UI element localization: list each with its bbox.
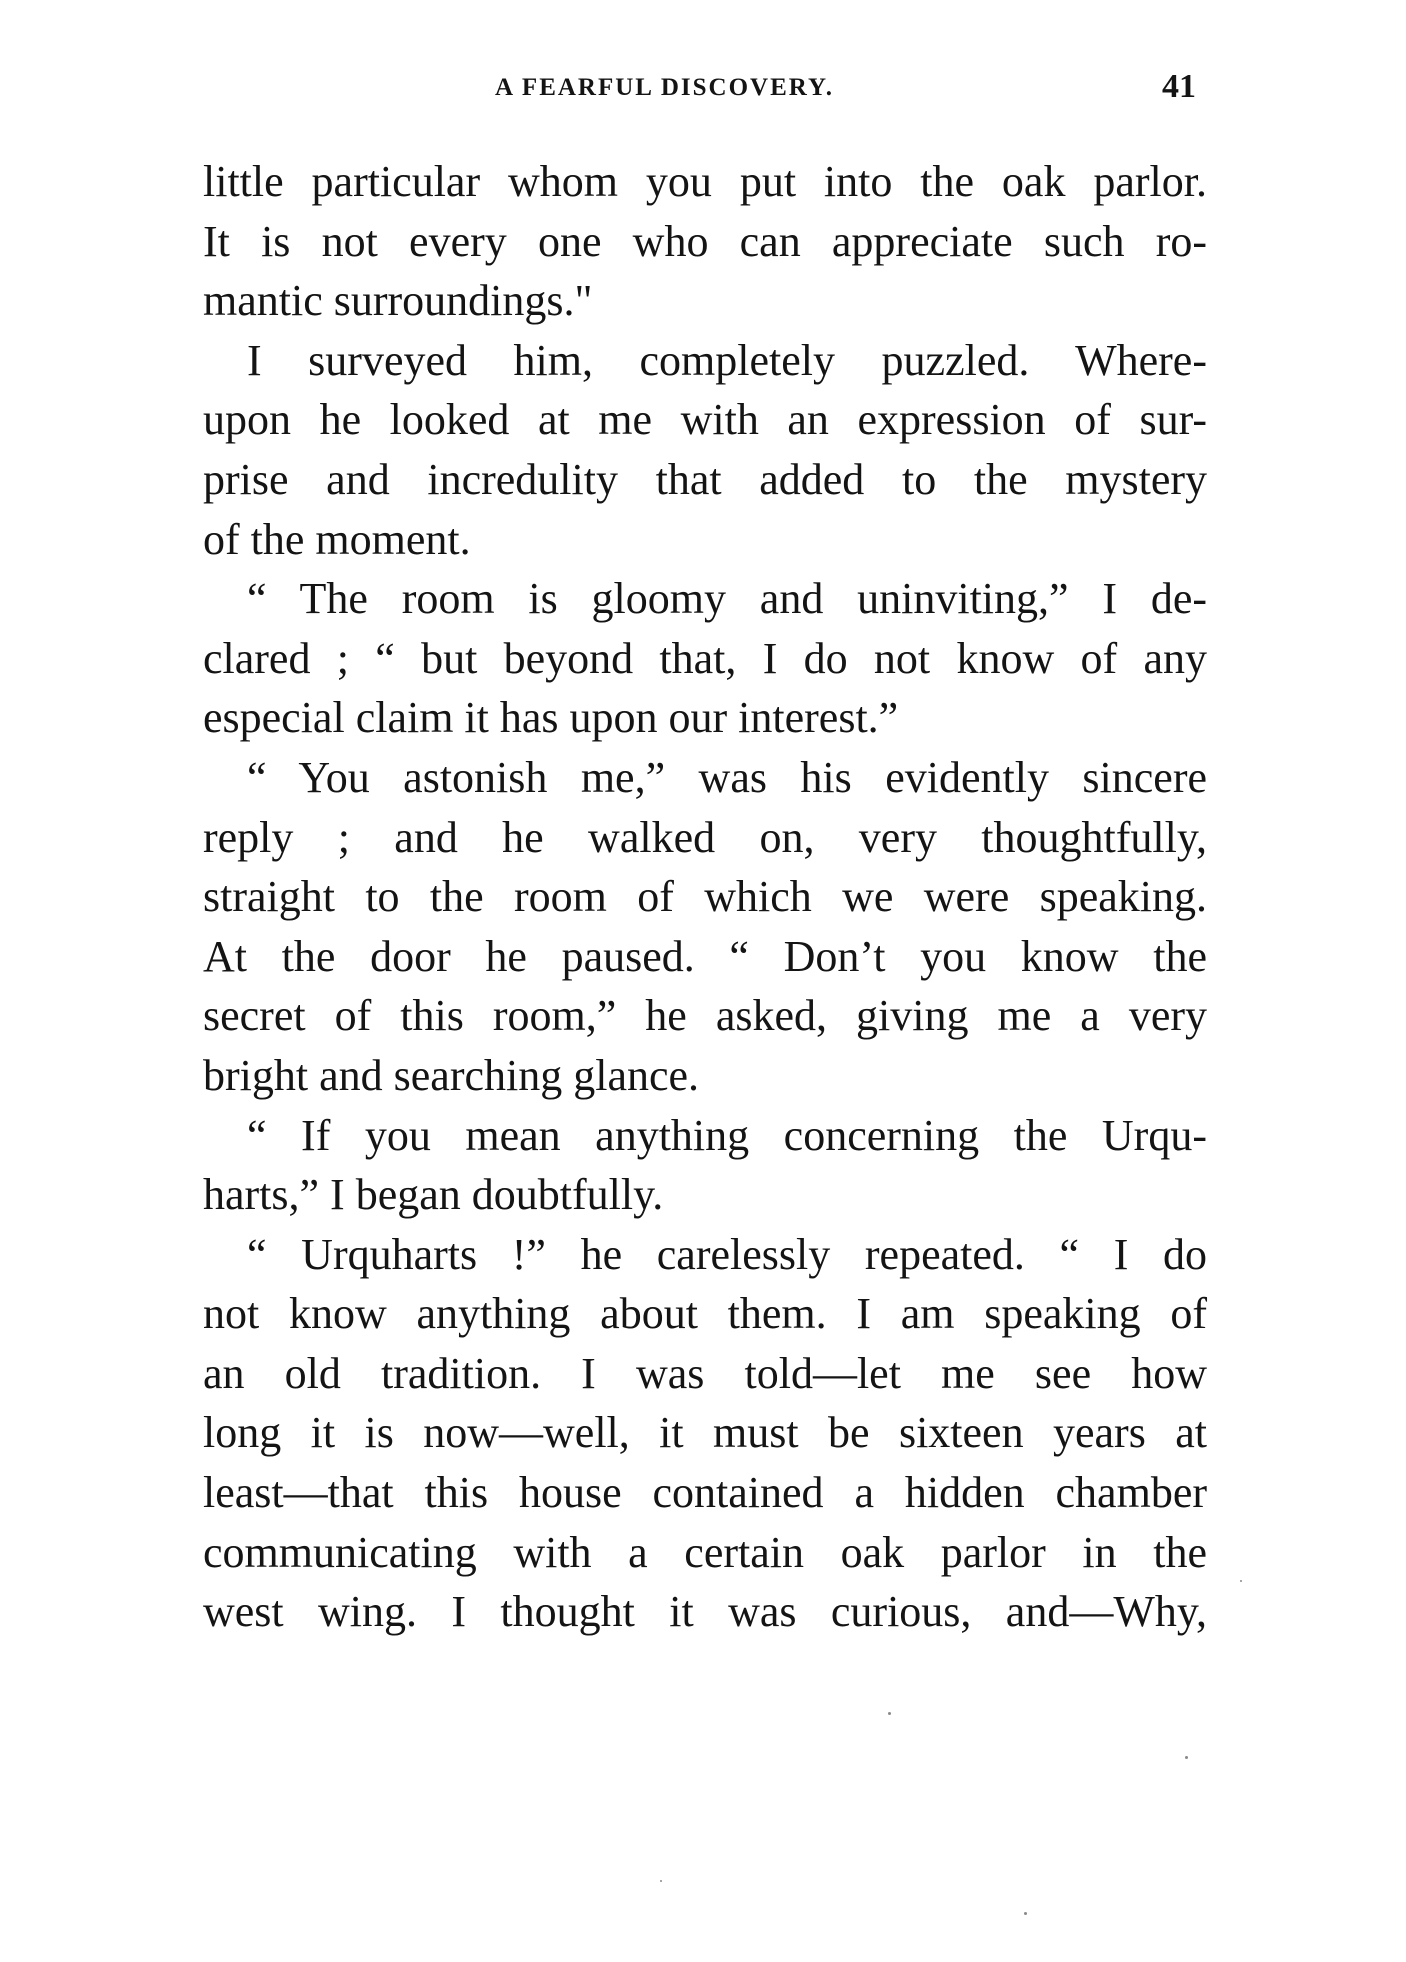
text-line: bright and searching glance. — [203, 1050, 700, 1100]
text-line: clared ; “ but beyond that, I do not know of any — [203, 633, 1207, 683]
text-line: of the moment. — [203, 514, 471, 564]
text-line: mantic surroundings." — [203, 276, 593, 326]
body-text — [203, 152, 1207, 1642]
text-line: little particular whom you put into the oak parlor. — [203, 157, 1207, 206]
text-line: straight to the room of which we were speaking. — [203, 872, 1207, 922]
paper-speck — [1185, 1756, 1188, 1759]
text-line: especial claim it has upon our interest.” — [203, 693, 899, 743]
text-line: upon he looked at me with an expression of sur- — [203, 395, 1207, 445]
paper-speck — [1024, 1912, 1027, 1915]
text-line: At the door he paused. “ Don’t you know the — [203, 931, 1207, 981]
text-line: secret of this room,” he asked, giving me a very — [203, 991, 1207, 1041]
text-line: not know anything about them. I am speaking of — [203, 1289, 1207, 1339]
paper-speck — [660, 1880, 662, 1882]
running-title: A FEARFUL DISCOVERY. — [495, 74, 834, 101]
text-line: I surveyed him, completely puzzled. Where- — [247, 335, 1207, 385]
text-line: west wing. I thought it was curious, and—Why, — [203, 1587, 1207, 1637]
text-line: communicating with a certain oak parlor in the — [203, 1527, 1207, 1577]
paper-speck — [1240, 1580, 1242, 1582]
paper-speck — [888, 1712, 891, 1715]
text-line: least—that this house contained a hidden chamber — [203, 1468, 1207, 1518]
text-line: “ If you mean anything concerning the Urqu- — [247, 1110, 1207, 1160]
text-line: reply ; and he walked on, very thoughtfully, — [203, 812, 1207, 862]
text-line: It is not every one who can appreciate such ro- — [203, 216, 1207, 266]
text-line: long it is now—well, it must be sixteen years at — [203, 1408, 1207, 1458]
text-line: “ Urquharts !” he carelessly repeated. “ I do — [247, 1229, 1207, 1279]
page-number: 41 — [1162, 68, 1196, 105]
text-line: harts,” I began doubtfully. — [203, 1170, 664, 1220]
text-line: “ You astonish me,” was his evidently sincere — [247, 752, 1207, 802]
text-line: an old tradition. I was told—let me see how — [203, 1348, 1207, 1398]
text-line: prise and incredulity that added to the mystery — [203, 454, 1207, 504]
text-line: “ The room is gloomy and uninviting,” I de- — [247, 574, 1207, 624]
